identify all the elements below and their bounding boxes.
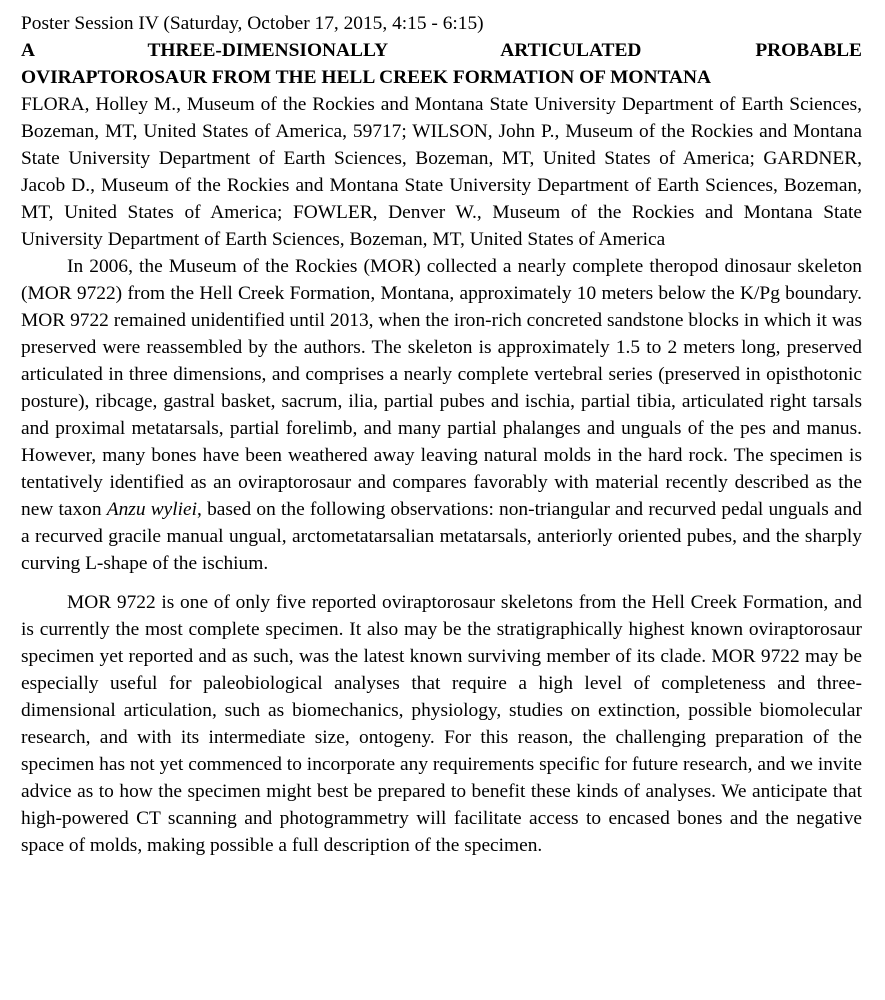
paragraph-1-text-end: , based on the following observations: non-triangular and recurved pedal unguals and a recurved gracile manual ungual, arctometatarsalian metatarsals, anteriorly oriented pubes, and the sharply curving L-shape of the ischium. bbox=[21, 499, 862, 574]
session-header: Poster Session IV (Saturday, October 17, 2015, 4:15 - 6:15) bbox=[21, 13, 484, 34]
taxon-name: Anzu wyliei bbox=[106, 499, 198, 520]
abstract-title-line-2: OVIRAPTOROSAUR FROM THE HELL CREEK FORMATION OF MONTANA bbox=[21, 67, 712, 88]
author-affiliations: FLORA, Holley M., Museum of the Rockies and Montana State University Department of Earth Sciences, Bozeman, MT, United States of America, 59717; WILSON, John P., Museum of the Rockies and Montana State University Department of Earth Sciences, Bozeman, MT, United States of America; GARDNER, Jacob D., Museum of the Rockies and Montana State University Department of Earth Sciences, Bozeman, MT, United States of America; FOWLER, Denver W., Museum of the Rockies and Montana State University Department of Earth Sciences, Bozeman, MT, United States of America bbox=[21, 94, 862, 250]
abstract-paragraph-2: MOR 9722 is one of only five reported oviraptorosaur skeletons from the Hell Creek Formation, and is currently the most complete specimen. It also may be the stratigraphically highest known oviraptorosaur specimen yet reported and as such, was the latest known surviving member of its clade. MOR 9722 may be especially useful for paleobiological analyses that require a high level of completeness and three-dimensional articulation, such as biomechanics, physiology, studies on extinction, possible biomolecular research, and with its intermediate size, ontogeny. For this reason, the challenging preparation of the specimen has not yet commenced to incorporate any requirements specific for future research, and we invite advice as to how the specimen might best be prepared to benefit these kinds of analyses. We anticipate that high-powered CT scanning and photogrammetry will facilitate access to encased bones and the negative space of molds, making possible a full description of the specimen. bbox=[21, 592, 862, 856]
abstract-title-line-1: A THREE-DIMENSIONALLY ARTICULATED PROBABLE bbox=[21, 40, 862, 61]
abstract-paragraph-1 bbox=[21, 253, 862, 577]
paragraph-1-text-start: In 2006, the Museum of the Rockies (MOR) collected a nearly complete theropod dinosaur skeleton (MOR 9722) from the Hell Creek Formation, Montana, approximately 10 meters below the K/Pg boundary. MOR 9722 remained unidentified until 2013, when the iron-rich concreted sandstone blocks in which it was preserved were reassembled by the authors. The skeleton is approximately 1.5 to 2 meters long, preserved articulated in three dimensions, and comprises a nearly complete vertebral series (preserved in opisthotonic posture), ribcage, gastral basket, sacrum, ilia, partial pubes and ischia, partial tibia, articulated right tarsals and proximal metatarsals, partial forelimb, and many partial phalanges and unguals of the pes and manus. However, many bones have been weathered away leaving natural molds in the hard rock. The specimen is tentatively identified as an oviraptorosaur and compares favorably with material recently described as the new taxon bbox=[21, 256, 862, 520]
abstract-page bbox=[21, 10, 862, 859]
